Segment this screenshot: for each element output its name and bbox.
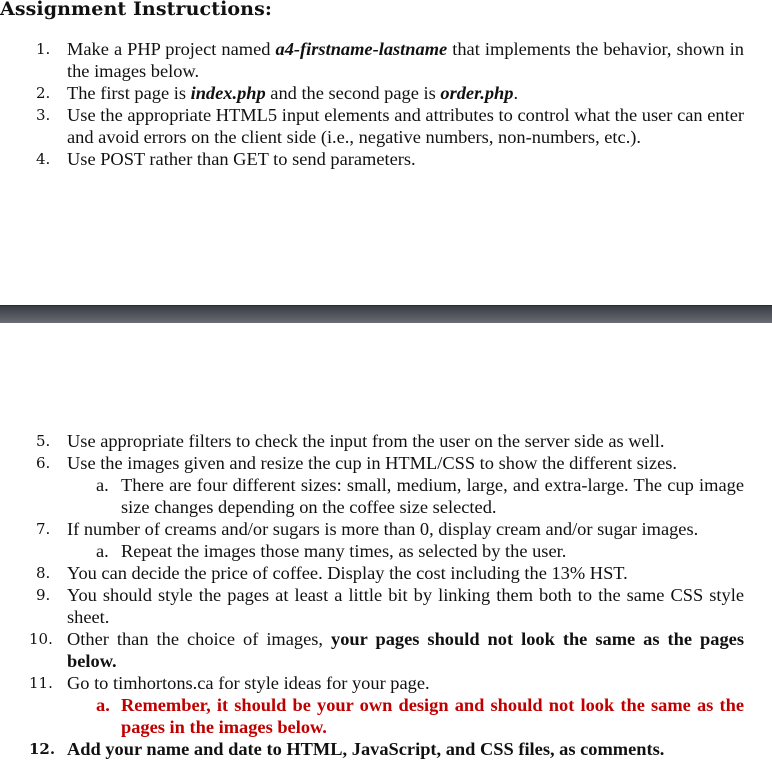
item-number: 11. bbox=[29, 674, 53, 692]
warning-text: Remember, it should be your own design and should not look the same as the pages in the images below. bbox=[121, 695, 744, 737]
image-divider-bar bbox=[0, 305, 772, 323]
page-title: Assignment Instructions: bbox=[0, 0, 273, 20]
instruction-text: Repeat the images those many times, as selected by the user. bbox=[121, 541, 567, 561]
emphasis-text: your pages should not look the same as the pages below. bbox=[67, 629, 744, 671]
instruction-11a bbox=[0, 694, 772, 738]
instruction-text: Use POST rather than GET to send parameters. bbox=[67, 149, 416, 169]
item-number: 4. bbox=[36, 150, 51, 168]
instruction-2 bbox=[0, 82, 772, 104]
item-letter: a. bbox=[96, 475, 109, 495]
instruction-8 bbox=[0, 562, 772, 584]
item-number: 8. bbox=[36, 564, 51, 582]
item-number: 2. bbox=[36, 84, 51, 102]
instruction-9 bbox=[0, 584, 772, 628]
instruction-7a bbox=[0, 540, 772, 562]
item-number: 1. bbox=[36, 40, 51, 58]
instruction-text: Make a PHP project named bbox=[67, 39, 276, 59]
item-letter: a. bbox=[96, 695, 110, 715]
instruction-text: that implements the behavior, shown in the images below. bbox=[67, 39, 744, 81]
instruction-text: There are four different sizes: small, medium, large, and extra-large. The cup image size changes depending on the coffee size selected. bbox=[121, 475, 744, 517]
item-number: 12. bbox=[29, 740, 56, 758]
instruction-6 bbox=[0, 452, 772, 474]
instruction-text: Go to timhortons.ca for style ideas for your page. bbox=[67, 673, 430, 693]
first-page-name: index.php bbox=[190, 83, 266, 103]
instruction-text: You can decide the price of coffee. Display the cost including the 13% HST. bbox=[67, 563, 628, 583]
second-page-name: order.php bbox=[440, 83, 514, 103]
item-number: 6. bbox=[36, 454, 51, 472]
item-number: 3. bbox=[36, 106, 51, 124]
instruction-3 bbox=[0, 104, 772, 148]
item-number: 5. bbox=[36, 432, 51, 450]
instruction-text: Use the images given and resize the cup in HTML/CSS to show the different sizes. bbox=[67, 453, 677, 473]
instruction-text: The first page is bbox=[67, 83, 191, 103]
item-number: 9. bbox=[36, 586, 51, 604]
instruction-4 bbox=[0, 148, 772, 170]
instructions-list-bottom bbox=[0, 430, 772, 760]
instruction-text: You should style the pages at least a little bit by linking them both to the same CSS style sheet. bbox=[67, 585, 744, 627]
item-number: 10. bbox=[29, 630, 53, 648]
instructions-list-top bbox=[0, 38, 772, 170]
item-number: 7. bbox=[36, 520, 51, 538]
instruction-11 bbox=[0, 672, 772, 694]
instruction-1 bbox=[0, 38, 772, 82]
instruction-text: Add your name and date to HTML, JavaScript, and CSS files, as comments. bbox=[67, 739, 665, 759]
instruction-text: . bbox=[513, 83, 519, 103]
item-letter: a. bbox=[96, 541, 109, 561]
instruction-text: Use appropriate filters to check the input from the user on the server side as well. bbox=[67, 431, 665, 451]
blank-image-area bbox=[0, 323, 772, 430]
instruction-5 bbox=[0, 430, 772, 452]
instruction-text: Other than the choice of images, bbox=[67, 629, 332, 649]
instruction-7 bbox=[0, 518, 772, 540]
project-name: a4-firstname-lastname bbox=[275, 39, 448, 59]
instruction-text: If number of creams and/or sugars is more than 0, display cream and/or sugar images. bbox=[67, 519, 699, 539]
instruction-text: and the second page is bbox=[265, 83, 441, 103]
instruction-6a bbox=[0, 474, 772, 518]
instruction-10 bbox=[0, 628, 772, 672]
instruction-text: Use the appropriate HTML5 input elements and attributes to control what the user can enter and avoid errors on the client side (i.e., negative numbers, non-numbers, etc.). bbox=[67, 105, 744, 147]
instruction-12 bbox=[0, 738, 772, 760]
